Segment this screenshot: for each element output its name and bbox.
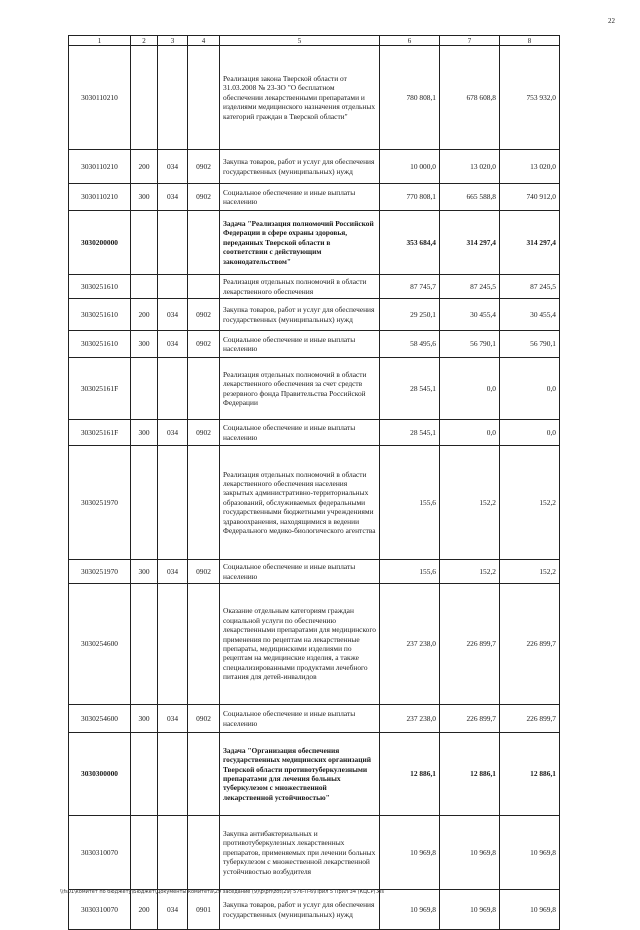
description-cell: Социальное обеспечение и иные выплаты населению xyxy=(220,331,380,358)
amount-col7-cell: 10 969,8 xyxy=(440,816,500,890)
expense-type-cell xyxy=(131,358,158,420)
expense-type-cell xyxy=(131,584,158,705)
amount-col6-cell: 155,6 xyxy=(380,560,440,584)
amount-col7-cell: 678 608,8 xyxy=(440,46,500,150)
description-cell: Оказание отдельным категориям граждан социальной услуги по обеспечению лекарственными препаратами для медицинского применения по рецептам на лекарственные препараты, медицинскими изделиями по рецептам на медицинские изделия, а также специализированными продуктами лечебного питания для детей-инвалидов xyxy=(220,584,380,705)
amount-col8-cell: 314 297,4 xyxy=(500,211,560,275)
amount-col8-cell: 226 899,7 xyxy=(500,705,560,733)
column-header: 1 xyxy=(69,36,131,46)
table-row xyxy=(69,331,560,358)
classification-code-cell: 3030200000 xyxy=(69,211,131,275)
amount-col6-cell: 29 250,1 xyxy=(380,299,440,331)
amount-col7-cell: 10 969,8 xyxy=(440,890,500,930)
table-row xyxy=(69,46,560,150)
amount-col6-cell: 770 808,1 xyxy=(380,184,440,211)
department-code-cell xyxy=(158,211,188,275)
column-header: 6 xyxy=(380,36,440,46)
classification-code-cell: 3030110210 xyxy=(69,184,131,211)
department-code-cell: 034 xyxy=(158,890,188,930)
table-row xyxy=(69,446,560,560)
amount-col8-cell: 152,2 xyxy=(500,446,560,560)
amount-col7-cell: 12 886,1 xyxy=(440,733,500,816)
amount-col6-cell: 12 886,1 xyxy=(380,733,440,816)
column-header: 4 xyxy=(188,36,220,46)
amount-col6-cell: 10 969,8 xyxy=(380,890,440,930)
column-header: 2 xyxy=(131,36,158,46)
description-cell: Задача "Реализация полномочий Российской Федерации в сфере охраны здоровья, переданных Тверской области в соответствии с действующим законодательством" xyxy=(220,211,380,275)
section-code-cell: 0902 xyxy=(188,331,220,358)
department-code-cell xyxy=(158,275,188,299)
expense-type-cell: 300 xyxy=(131,560,158,584)
amount-col8-cell: 0,0 xyxy=(500,358,560,420)
section-code-cell: 0902 xyxy=(188,150,220,184)
expense-type-cell: 200 xyxy=(131,150,158,184)
amount-col8-cell: 753 932,0 xyxy=(500,46,560,150)
expense-type-cell xyxy=(131,46,158,150)
department-code-cell xyxy=(158,733,188,816)
amount-col8-cell: 152,2 xyxy=(500,560,560,584)
file-path-footer: \\fs01\комитет по бюджету\Бюджет\Документы комитета\29 заседание (9)\p\рп\zot(29) 576-П-6\Прил 5 Прил 34 (КЦСР).xls xyxy=(60,889,384,895)
amount-col7-cell: 87 245,5 xyxy=(440,275,500,299)
description-cell: Социальное обеспечение и иные выплаты населению xyxy=(220,560,380,584)
expense-type-cell xyxy=(131,446,158,560)
amount-col7-cell: 226 899,7 xyxy=(440,705,500,733)
amount-col6-cell: 155,6 xyxy=(380,446,440,560)
department-code-cell xyxy=(158,46,188,150)
expense-type-cell: 200 xyxy=(131,299,158,331)
amount-col6-cell: 28 545,1 xyxy=(380,358,440,420)
column-header: 8 xyxy=(500,36,560,46)
amount-col7-cell: 665 588,8 xyxy=(440,184,500,211)
expense-type-cell: 300 xyxy=(131,705,158,733)
classification-code-cell: 3030254600 xyxy=(69,705,131,733)
expense-type-cell xyxy=(131,211,158,275)
amount-col8-cell: 12 886,1 xyxy=(500,733,560,816)
classification-code-cell: 3030110210 xyxy=(69,46,131,150)
table-row xyxy=(69,705,560,733)
description-cell: Социальное обеспечение и иные выплаты населению xyxy=(220,705,380,733)
table-row xyxy=(69,150,560,184)
section-code-cell: 0902 xyxy=(188,299,220,331)
amount-col7-cell: 152,2 xyxy=(440,560,500,584)
column-header: 3 xyxy=(158,36,188,46)
description-cell: Реализация отдельных полномочий в области лекарственного обеспечения населения закрытых административно-территориальных образований, обслуживаемых федеральными государственными бюджетными учреждениями здравоохранения, находящимися в ведении Федерального медико-биологического агентства xyxy=(220,446,380,560)
section-code-cell xyxy=(188,733,220,816)
amount-col6-cell: 10 000,0 xyxy=(380,150,440,184)
amount-col8-cell: 30 455,4 xyxy=(500,299,560,331)
table-row xyxy=(69,816,560,890)
amount-col8-cell: 0,0 xyxy=(500,420,560,446)
table-row xyxy=(69,358,560,420)
amount-col8-cell: 10 969,8 xyxy=(500,816,560,890)
amount-col8-cell: 740 912,0 xyxy=(500,184,560,211)
page-number: 22 xyxy=(608,17,615,25)
department-code-cell xyxy=(158,584,188,705)
table-row xyxy=(69,184,560,211)
classification-code-cell: 3030251610 xyxy=(69,331,131,358)
expense-type-cell xyxy=(131,816,158,890)
amount-col8-cell: 56 790,1 xyxy=(500,331,560,358)
classification-code-cell: 3030251610 xyxy=(69,299,131,331)
expense-type-cell: 300 xyxy=(131,184,158,211)
section-code-cell xyxy=(188,816,220,890)
table-row xyxy=(69,560,560,584)
department-code-cell: 034 xyxy=(158,705,188,733)
classification-code-cell: 303025161F xyxy=(69,358,131,420)
classification-code-cell: 3030300000 xyxy=(69,733,131,816)
section-code-cell xyxy=(188,275,220,299)
budget-table xyxy=(68,35,560,930)
description-cell: Закупка антибактериальных и противотуберкулезных лекарственных препаратов, применяемых при лечении больных туберкулезом с множественной лекарственной устойчивостью возбудителя xyxy=(220,816,380,890)
section-code-cell xyxy=(188,446,220,560)
classification-code-cell: 303025161F xyxy=(69,420,131,446)
section-code-cell: 0901 xyxy=(188,890,220,930)
description-cell: Социальное обеспечение и иные выплаты населению xyxy=(220,184,380,211)
description-cell: Реализация отдельных полномочий в области лекарственного обеспечения xyxy=(220,275,380,299)
amount-col6-cell: 237 238,0 xyxy=(380,705,440,733)
description-cell: Задача "Организация обеспечения государственных медицинских организаций Тверской области противотуберкулезными препаратами для лечения больных туберкулезом с множественной лекарственной устойчивостью" xyxy=(220,733,380,816)
department-code-cell xyxy=(158,358,188,420)
classification-code-cell: 3030310070 xyxy=(69,816,131,890)
column-header: 5 xyxy=(220,36,380,46)
department-code-cell: 034 xyxy=(158,150,188,184)
department-code-cell xyxy=(158,816,188,890)
amount-col7-cell: 152,2 xyxy=(440,446,500,560)
classification-code-cell: 3030251610 xyxy=(69,275,131,299)
expense-type-cell xyxy=(131,275,158,299)
section-code-cell: 0902 xyxy=(188,420,220,446)
amount-col6-cell: 10 969,8 xyxy=(380,816,440,890)
amount-col6-cell: 353 684,4 xyxy=(380,211,440,275)
description-cell: Реализация закона Тверской области от 31.03.2008 № 23-ЗО "О бесплатном обеспечении лекарственными препаратами и изделиями медицинского назначения отдельных категорий граждан в Тверской области" xyxy=(220,46,380,150)
amount-col6-cell: 28 545,1 xyxy=(380,420,440,446)
description-cell: Социальное обеспечение и иные выплаты населению xyxy=(220,420,380,446)
department-code-cell: 034 xyxy=(158,331,188,358)
classification-code-cell: 3030251970 xyxy=(69,560,131,584)
department-code-cell: 034 xyxy=(158,560,188,584)
amount-col8-cell: 226 899,7 xyxy=(500,584,560,705)
table-header-row xyxy=(69,36,560,46)
table-row xyxy=(69,733,560,816)
section-code-cell: 0902 xyxy=(188,560,220,584)
table-row xyxy=(69,890,560,930)
expense-type-cell xyxy=(131,733,158,816)
section-code-cell xyxy=(188,46,220,150)
section-code-cell xyxy=(188,211,220,275)
section-code-cell: 0902 xyxy=(188,705,220,733)
classification-code-cell: 3030110210 xyxy=(69,150,131,184)
amount-col7-cell: 314 297,4 xyxy=(440,211,500,275)
department-code-cell: 034 xyxy=(158,420,188,446)
table-row xyxy=(69,584,560,705)
classification-code-cell: 3030254600 xyxy=(69,584,131,705)
amount-col6-cell: 237 238,0 xyxy=(380,584,440,705)
section-code-cell: 0902 xyxy=(188,184,220,211)
table-row xyxy=(69,275,560,299)
amount-col6-cell: 780 808,1 xyxy=(380,46,440,150)
section-code-cell xyxy=(188,584,220,705)
amount-col7-cell: 226 899,7 xyxy=(440,584,500,705)
section-code-cell xyxy=(188,358,220,420)
amount-col8-cell: 10 969,8 xyxy=(500,890,560,930)
department-code-cell: 034 xyxy=(158,184,188,211)
description-cell: Реализация отдельных полномочий в области лекарственного обеспечения за счет средств резервного фонда Правительства Российской Федерации xyxy=(220,358,380,420)
expense-type-cell: 300 xyxy=(131,420,158,446)
classification-code-cell: 3030310070 xyxy=(69,890,131,930)
amount-col7-cell: 0,0 xyxy=(440,420,500,446)
description-cell: Закупка товаров, работ и услуг для обеспечения государственных (муниципальных) нужд xyxy=(220,890,380,930)
amount-col7-cell: 13 020,0 xyxy=(440,150,500,184)
amount-col7-cell: 30 455,4 xyxy=(440,299,500,331)
classification-code-cell: 3030251970 xyxy=(69,446,131,560)
column-header: 7 xyxy=(440,36,500,46)
table-row xyxy=(69,299,560,331)
table-row xyxy=(69,420,560,446)
amount-col6-cell: 58 495,6 xyxy=(380,331,440,358)
expense-type-cell: 200 xyxy=(131,890,158,930)
department-code-cell xyxy=(158,446,188,560)
amount-col7-cell: 56 790,1 xyxy=(440,331,500,358)
department-code-cell: 034 xyxy=(158,299,188,331)
table-row xyxy=(69,211,560,275)
expense-type-cell: 300 xyxy=(131,331,158,358)
amount-col8-cell: 87 245,5 xyxy=(500,275,560,299)
amount-col7-cell: 0,0 xyxy=(440,358,500,420)
amount-col6-cell: 87 745,7 xyxy=(380,275,440,299)
description-cell: Закупка товаров, работ и услуг для обеспечения государственных (муниципальных) нужд xyxy=(220,299,380,331)
description-cell: Закупка товаров, работ и услуг для обеспечения государственных (муниципальных) нужд xyxy=(220,150,380,184)
amount-col8-cell: 13 020,0 xyxy=(500,150,560,184)
